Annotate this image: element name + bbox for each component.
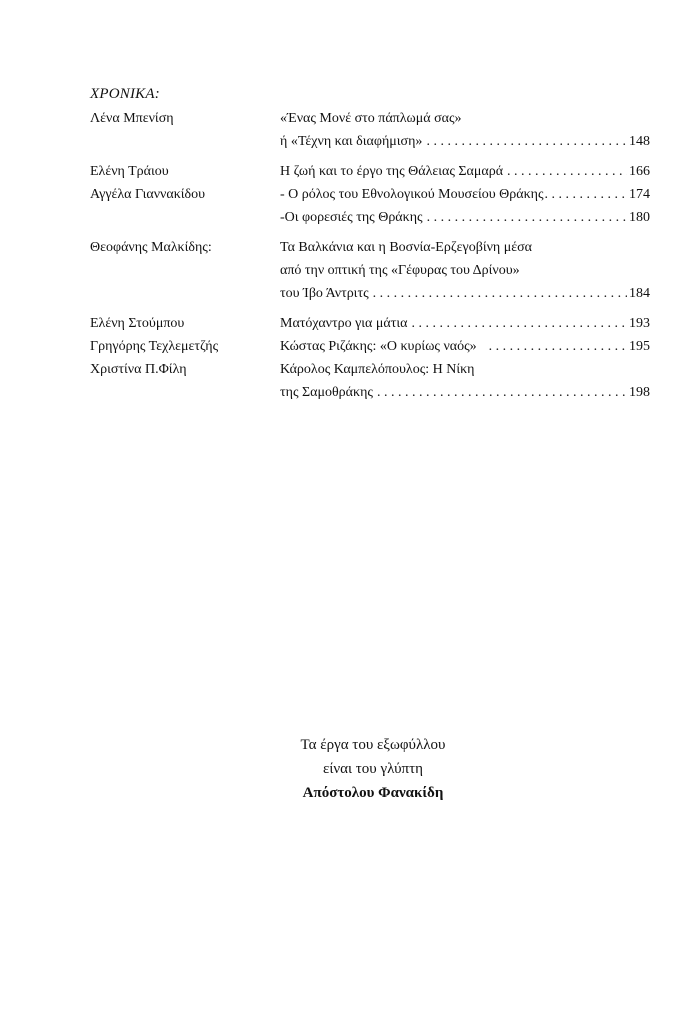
credits-line: είναι του γλύπτη (323, 761, 423, 777)
entry-titles (280, 312, 650, 335)
entry-title-line (280, 107, 650, 130)
entry-title-text: Κώστας Ριζάκης: «Ο κυρίως ναός» (280, 339, 477, 354)
page-number: 180 (629, 210, 650, 225)
page-number: 198 (629, 385, 650, 400)
entry-titles (280, 183, 650, 229)
entry-title-text: από την οπτική της «Γέφυρας του Δρίνου» (280, 263, 520, 278)
section-title: ΧΡΟΝΙΚΑ: (90, 86, 160, 102)
entry-title-line (280, 160, 650, 183)
entry-author: Χριστίνα Π.Φίλη (90, 362, 187, 377)
entry-author: Αγγέλα Γιαννακίδου (90, 187, 206, 202)
entry-title-line (280, 312, 650, 335)
credits-line: Τα έργα του εξωφύλλου (300, 737, 446, 753)
leader-dots (426, 130, 627, 153)
entry-title-text: -Οι φορεσιές της Θράκης (280, 210, 423, 225)
entry-title-line (280, 282, 650, 305)
toc-entry (90, 236, 650, 305)
entry-title-text: Η ζωή και το έργο της Θάλειας Σαμαρά (280, 164, 504, 179)
entry-title-text: ή «Τέχνη και διαφήμιση» (280, 134, 423, 149)
leader-dots (489, 335, 627, 358)
entry-title-text: Κάρολος Καμπελόπουλος: Η Νίκη (280, 362, 475, 377)
page-number: 193 (629, 316, 650, 331)
entry-title-line (280, 206, 650, 229)
entry-title-text: του Ίβο Άντριτς (280, 286, 369, 301)
sculptor-name: Απόστολου Φανακίδη (302, 785, 444, 801)
cover-credits (0, 733, 688, 805)
entry-titles (280, 335, 650, 358)
page-number: 148 (629, 134, 650, 149)
toc-entry (90, 312, 650, 335)
entry-author: Ελένη Τράιου (90, 164, 169, 179)
page-number: 166 (629, 164, 650, 179)
table-of-contents (90, 107, 650, 404)
leader-dots (545, 183, 629, 206)
page-number: 184 (629, 286, 650, 301)
entry-title-line (280, 358, 650, 381)
entry-author: Ελένη Στούμπου (90, 316, 185, 331)
entry-title-text: Ματόχαντρο για μάτια (280, 316, 408, 331)
leader-dots (411, 312, 627, 335)
leader-dots (427, 206, 627, 229)
leader-dots (377, 381, 627, 404)
entry-title-text: Τα Βαλκάνια και η Βοσνία-Ερζεγοβίνη μέσα (280, 240, 532, 255)
entry-author: Γρηγόρης Τεχλεμετζής (90, 339, 219, 354)
entry-title-line (280, 335, 650, 358)
entry-title-line (280, 183, 650, 206)
entry-title-line (280, 236, 650, 259)
leader-dots (373, 282, 627, 305)
toc-entry (90, 183, 650, 229)
entry-title-text: «Ένας Μονέ στο πάπλωμά σας» (280, 111, 462, 126)
toc-entry (90, 107, 650, 153)
entry-titles (280, 107, 650, 153)
page-number: 174 (629, 187, 650, 202)
toc-entry (90, 358, 650, 404)
toc-entry (90, 160, 650, 183)
entry-author: Θεοφάνης Μαλκίδης: (90, 240, 212, 255)
entry-titles (280, 160, 650, 183)
entry-title-text: - Ο ρόλος του Εθνολογικού Μουσείου Θράκης (280, 187, 544, 202)
toc-entry (90, 335, 650, 358)
page-number: 195 (629, 339, 650, 354)
entry-title-line (280, 130, 650, 153)
entry-title-line (280, 259, 650, 282)
entry-titles (280, 236, 650, 305)
entry-author: Λένα Μπενίση (90, 111, 174, 126)
entry-title-line (280, 381, 650, 404)
leader-dots (507, 160, 627, 183)
entry-titles (280, 358, 650, 404)
entry-title-text: της Σαμοθράκης (280, 385, 373, 400)
